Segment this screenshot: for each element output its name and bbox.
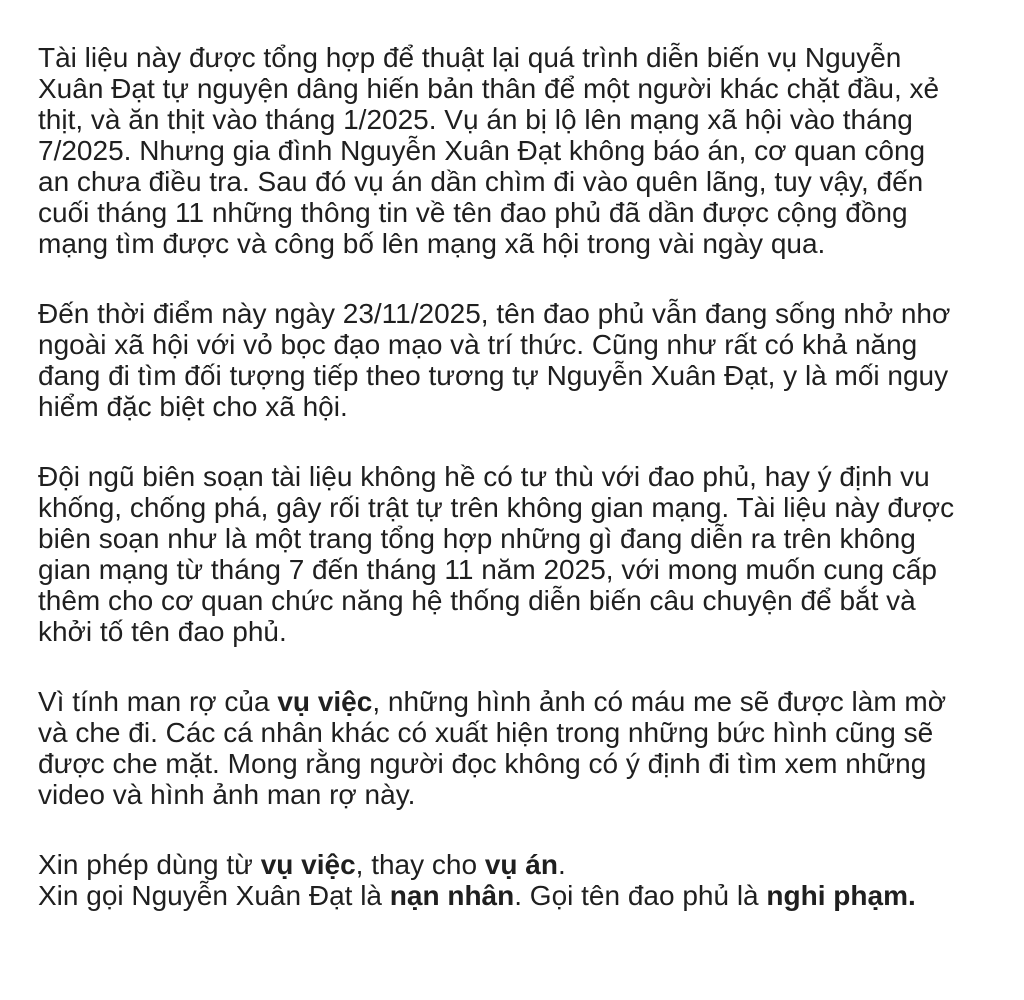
text-line: gian mạng từ tháng 7 đến tháng 11 năm 2025, với mong muốn cung cấp — [38, 554, 937, 585]
paragraph-content-warning — [38, 686, 990, 810]
text-segment: , những hình ảnh có máu me sẽ được làm mờ — [372, 686, 947, 717]
text-line: hiểm đặc biệt cho xã hội. — [38, 391, 348, 422]
paragraph-current-status — [38, 298, 990, 422]
text-segment: . Gọi tên đao phủ là — [514, 880, 767, 911]
text-line: khống, chống phá, gây rối trật tự trên không gian mạng. Tài liệu này được — [38, 492, 955, 523]
bold-text-segment: nạn nhân — [389, 880, 515, 911]
bold-text-segment: nghi phạm. — [766, 880, 916, 911]
text-segment: Xin gọi Nguyễn Xuân Đạt là — [38, 880, 390, 911]
text-line: Tài liệu này được tổng hợp để thuật lại quá trình diễn biến vụ Nguyễn — [38, 42, 902, 73]
text-segment: . — [557, 849, 566, 880]
text-line: cuối tháng 11 những thông tin về tên đao phủ đã dần được cộng đồng — [38, 197, 908, 228]
text-line: Đến thời điểm này ngày 23/11/2025, tên đao phủ vẫn đang sống nhở nhơ — [38, 298, 951, 329]
text-line: video và hình ảnh man rợ này. — [38, 779, 416, 810]
text-line — [38, 686, 990, 717]
text-line: thịt, và ăn thịt vào tháng 1/2025. Vụ án bị lộ lên mạng xã hội vào tháng — [38, 104, 913, 135]
text-line: biên soạn như là một trang tổng hợp những gì đang diễn ra trên không — [38, 523, 916, 554]
text-line — [38, 880, 990, 911]
text-line: ngoài xã hội với vỏ bọc đạo mạo và trí thức. Cũng như rất có khả năng — [38, 329, 918, 360]
paragraph-terminology — [38, 849, 990, 911]
text-line: và che đi. Các cá nhân khác có xuất hiện trong những bức hình cũng sẽ — [38, 717, 934, 748]
text-line: thêm cho cơ quan chức năng hệ thống diễn biến câu chuyện để bắt và — [38, 585, 916, 616]
bold-text-segment: vụ án — [484, 849, 558, 880]
text-segment: , thay cho — [355, 849, 485, 880]
text-segment: Vì tính man rợ của — [38, 686, 278, 717]
paragraph-disclaimer — [38, 461, 990, 647]
paragraph-intro — [38, 42, 990, 259]
text-line: mạng tìm được và công bố lên mạng xã hội trong vài ngày qua. — [38, 228, 826, 259]
text-line: Đội ngũ biên soạn tài liệu không hề có tư thù với đao phủ, hay ý định vu — [38, 461, 930, 492]
text-segment: Xin phép dùng từ — [38, 849, 261, 880]
bold-text-segment: vụ việc — [260, 849, 356, 880]
bold-text-segment: vụ việc — [277, 686, 373, 717]
text-line: 7/2025. Nhưng gia đình Nguyễn Xuân Đạt không báo án, cơ quan công — [38, 135, 926, 166]
text-line: đang đi tìm đối tượng tiếp theo tương tự Nguyễn Xuân Đạt, y là mối nguy — [38, 360, 949, 391]
text-line: khởi tố tên đao phủ. — [38, 616, 287, 647]
text-line: được che mặt. Mong rằng người đọc không có ý định đi tìm xem những — [38, 748, 927, 779]
text-line: Xuân Đạt tự nguyện dâng hiến bản thân để một người khác chặt đầu, xẻ — [38, 73, 940, 104]
text-line: an chưa điều tra. Sau đó vụ án dần chìm đi vào quên lãng, tuy vậy, đến — [38, 166, 924, 197]
text-line — [38, 849, 990, 880]
